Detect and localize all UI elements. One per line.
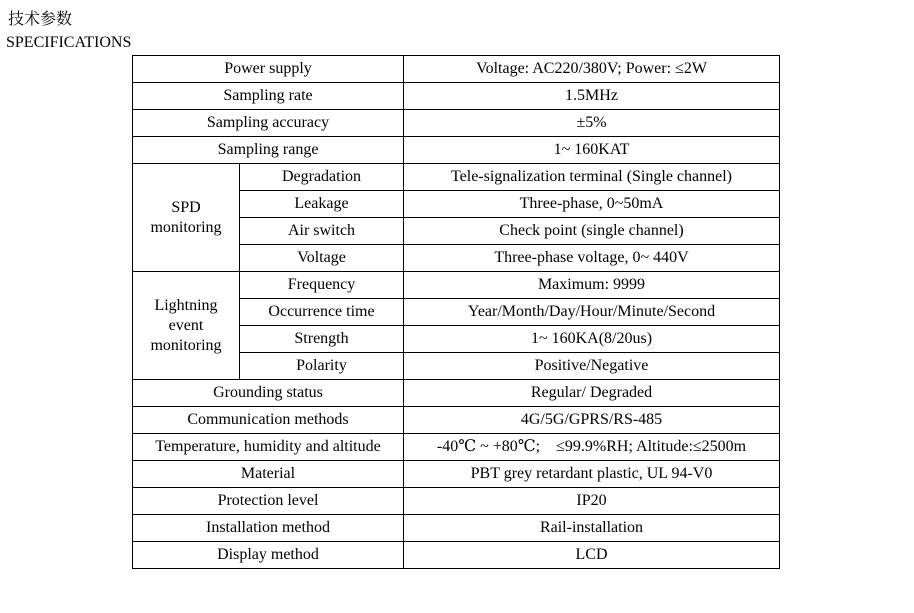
spec-value: PBT grey retardant plastic, UL 94-V0: [404, 461, 780, 488]
spec-sublabel: Occurrence time: [240, 299, 404, 326]
table-row: [133, 488, 780, 515]
spec-value: Check point (single channel): [404, 218, 780, 245]
spec-label: Sampling rate: [133, 83, 404, 110]
spec-value: Year/Month/Day/Hour/Minute/Second: [404, 299, 780, 326]
spec-label: Communication methods: [133, 407, 404, 434]
specifications-table: [132, 55, 780, 569]
table-row: [133, 83, 780, 110]
spec-value: Three-phase voltage, 0~ 440V: [404, 245, 780, 272]
spec-label: Power supply: [133, 56, 404, 83]
spec-label: Sampling range: [133, 137, 404, 164]
spec-value: Rail-installation: [404, 515, 780, 542]
spec-value: Tele-signalization terminal (Single channel): [404, 164, 780, 191]
table-row: [133, 461, 780, 488]
spec-sublabel: Voltage: [240, 245, 404, 272]
spec-value: IP20: [404, 488, 780, 515]
spec-label: Installation method: [133, 515, 404, 542]
spec-value: Regular/ Degraded: [404, 380, 780, 407]
group-label-line: SPD: [171, 198, 201, 216]
spec-label: Grounding status: [133, 380, 404, 407]
spec-label: Sampling accuracy: [133, 110, 404, 137]
spec-sublabel: Polarity: [240, 353, 404, 380]
spec-sublabel: Degradation: [240, 164, 404, 191]
spec-value: ±5%: [404, 110, 780, 137]
group-label-line: monitoring: [150, 336, 222, 354]
table-row: [133, 542, 780, 569]
table-row: [133, 110, 780, 137]
spec-label: Material: [133, 461, 404, 488]
spec-value: Three-phase, 0~50mA: [404, 191, 780, 218]
spec-value: 1~ 160KAT: [404, 137, 780, 164]
group-label-line: Lightning: [154, 296, 218, 314]
spec-label: Protection level: [133, 488, 404, 515]
spec-sublabel: Strength: [240, 326, 404, 353]
table-row: [133, 434, 780, 461]
page-title: SPECIFICATIONS: [6, 34, 132, 51]
spd-monitoring-group-label: [133, 164, 240, 272]
lightning-event-monitoring-group-label: [133, 272, 240, 380]
spec-label: Display method: [133, 542, 404, 569]
spec-value: 1~ 160KA(8/20us): [404, 326, 780, 353]
table-row: [133, 515, 780, 542]
spec-sublabel: Air switch: [240, 218, 404, 245]
spec-value: 4G/5G/GPRS/RS-485: [404, 407, 780, 434]
spec-value: -40℃ ~ +80℃; ≤99.9%RH; Altitude:≤2500m: [404, 434, 780, 461]
table-row: [133, 380, 780, 407]
table-row: [133, 56, 780, 83]
spec-sublabel: Leakage: [240, 191, 404, 218]
table-row: [133, 407, 780, 434]
spec-value: 1.5MHz: [404, 83, 780, 110]
spec-sublabel: Frequency: [240, 272, 404, 299]
table-row: [133, 137, 780, 164]
spec-label: Temperature, humidity and altitude: [133, 434, 404, 461]
group-label-line: monitoring: [150, 218, 222, 236]
spec-value: Maximum: 9999: [404, 272, 780, 299]
spec-value: LCD: [404, 542, 780, 569]
group-label-line: event: [168, 316, 204, 334]
table-row: [133, 164, 780, 191]
page-title-chinese: 技术参数: [8, 9, 73, 28]
spec-value: Positive/Negative: [404, 353, 780, 380]
table-row: [133, 272, 780, 299]
spec-value: Voltage: AC220/380V; Power: ≤2W: [404, 56, 780, 83]
